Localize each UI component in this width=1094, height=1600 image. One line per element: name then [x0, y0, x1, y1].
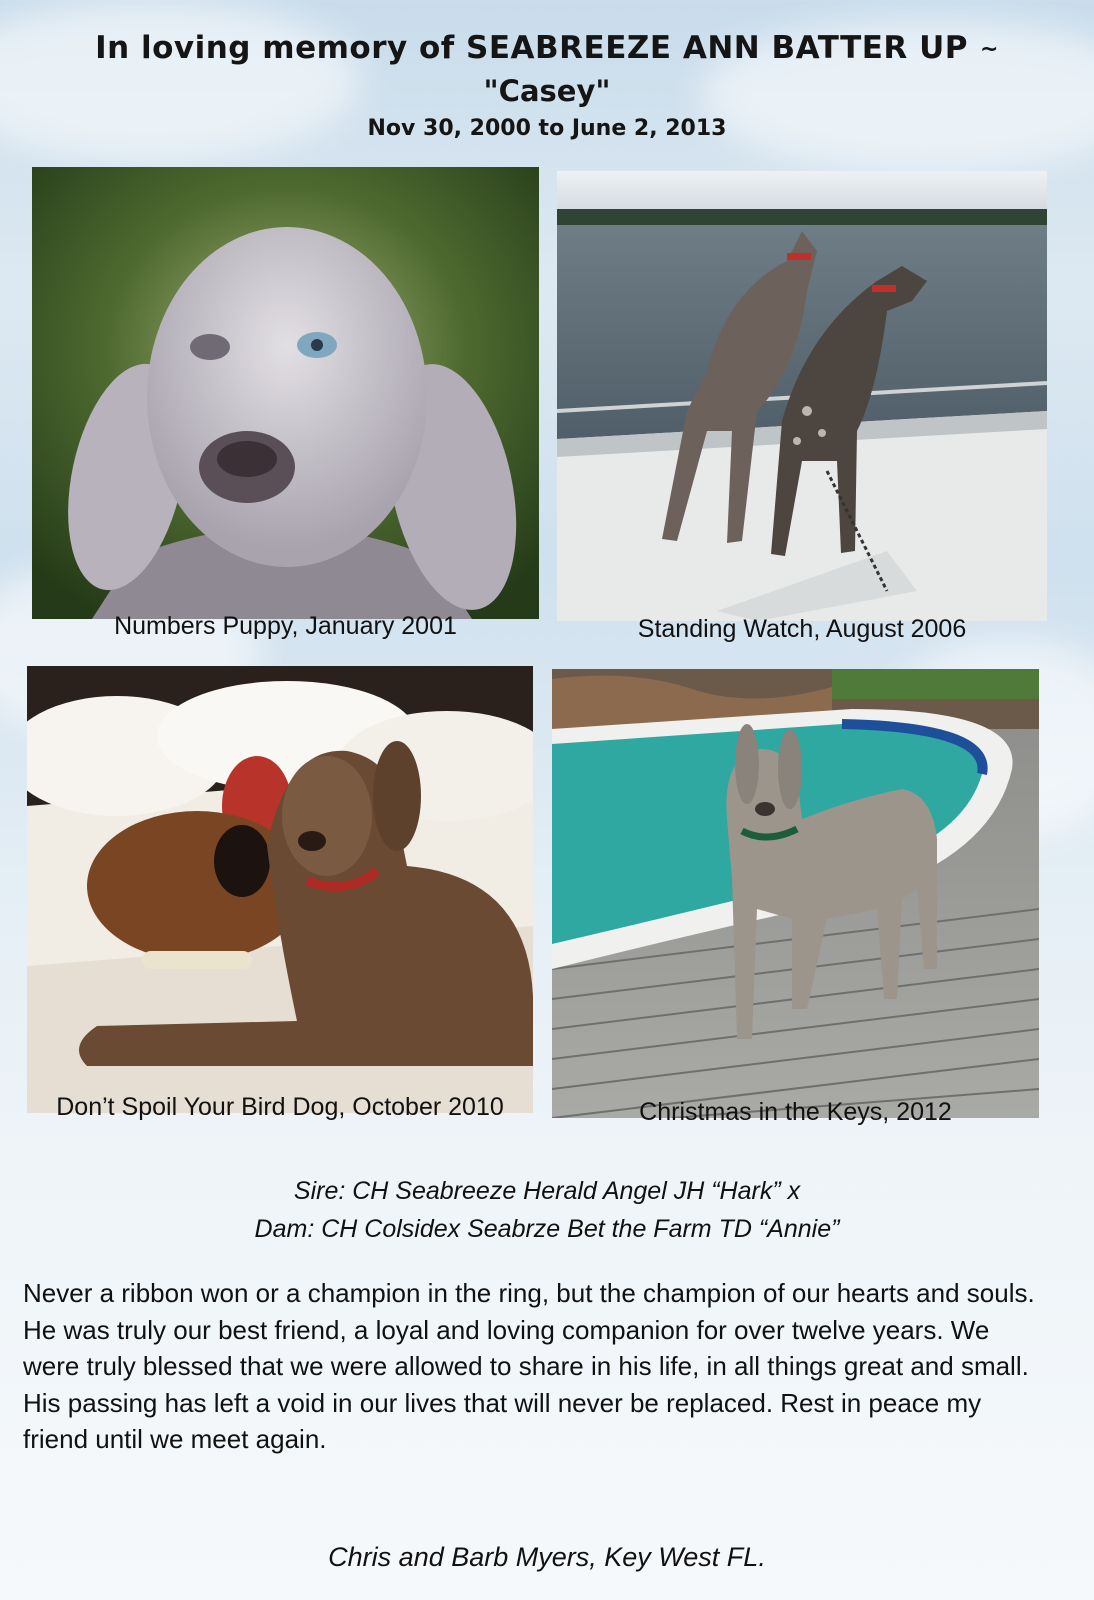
- pedigree: [0, 1172, 1094, 1248]
- life-dates: Nov 30, 2000 to June 2, 2013: [367, 116, 727, 141]
- photo-boat-caption: Standing Watch, August 2006: [637, 615, 967, 643]
- photo-bed: [27, 666, 533, 1113]
- tribute-paragraph: Never a ribbon won or a champion in the ring, but the champion of our hearts and souls. He was truly our best friend, a loyal and loving companion for over twelve years. We were truly blessed that we were allowed to share in his life, in all things great and small. His passing has left a void in our lives that will never be replaced. Rest in peace my friend until we meet again.: [23, 1278, 1035, 1454]
- title-tilde: ~: [979, 37, 999, 62]
- photo-puppy-caption: Numbers Puppy, January 2001: [114, 612, 457, 640]
- sire-line: Sire: CH Seabreeze Herald Angel JH “Hark” x: [293, 1177, 801, 1205]
- signature: Chris and Barb Myers, Key West FL.: [328, 1542, 766, 1572]
- photo-bed-caption: Don’t Spoil Your Bird Dog, October 2010: [56, 1093, 504, 1121]
- dog-call-name: "Casey": [483, 74, 611, 108]
- photo-puppy: [32, 167, 539, 619]
- dam-line: Dam: CH Colsidex Seabrze Bet the Farm TD “Annie”: [254, 1215, 840, 1243]
- memorial-header: [0, 30, 1094, 141]
- dog-registered-name: In loving memory of SEABREEZE ANN BATTER UP: [95, 30, 968, 66]
- memorial-title: [0, 30, 1094, 66]
- photo-boat: [557, 171, 1047, 621]
- photo-pool: [552, 669, 1039, 1118]
- photo-pool-caption: Christmas in the Keys, 2012: [639, 1098, 952, 1126]
